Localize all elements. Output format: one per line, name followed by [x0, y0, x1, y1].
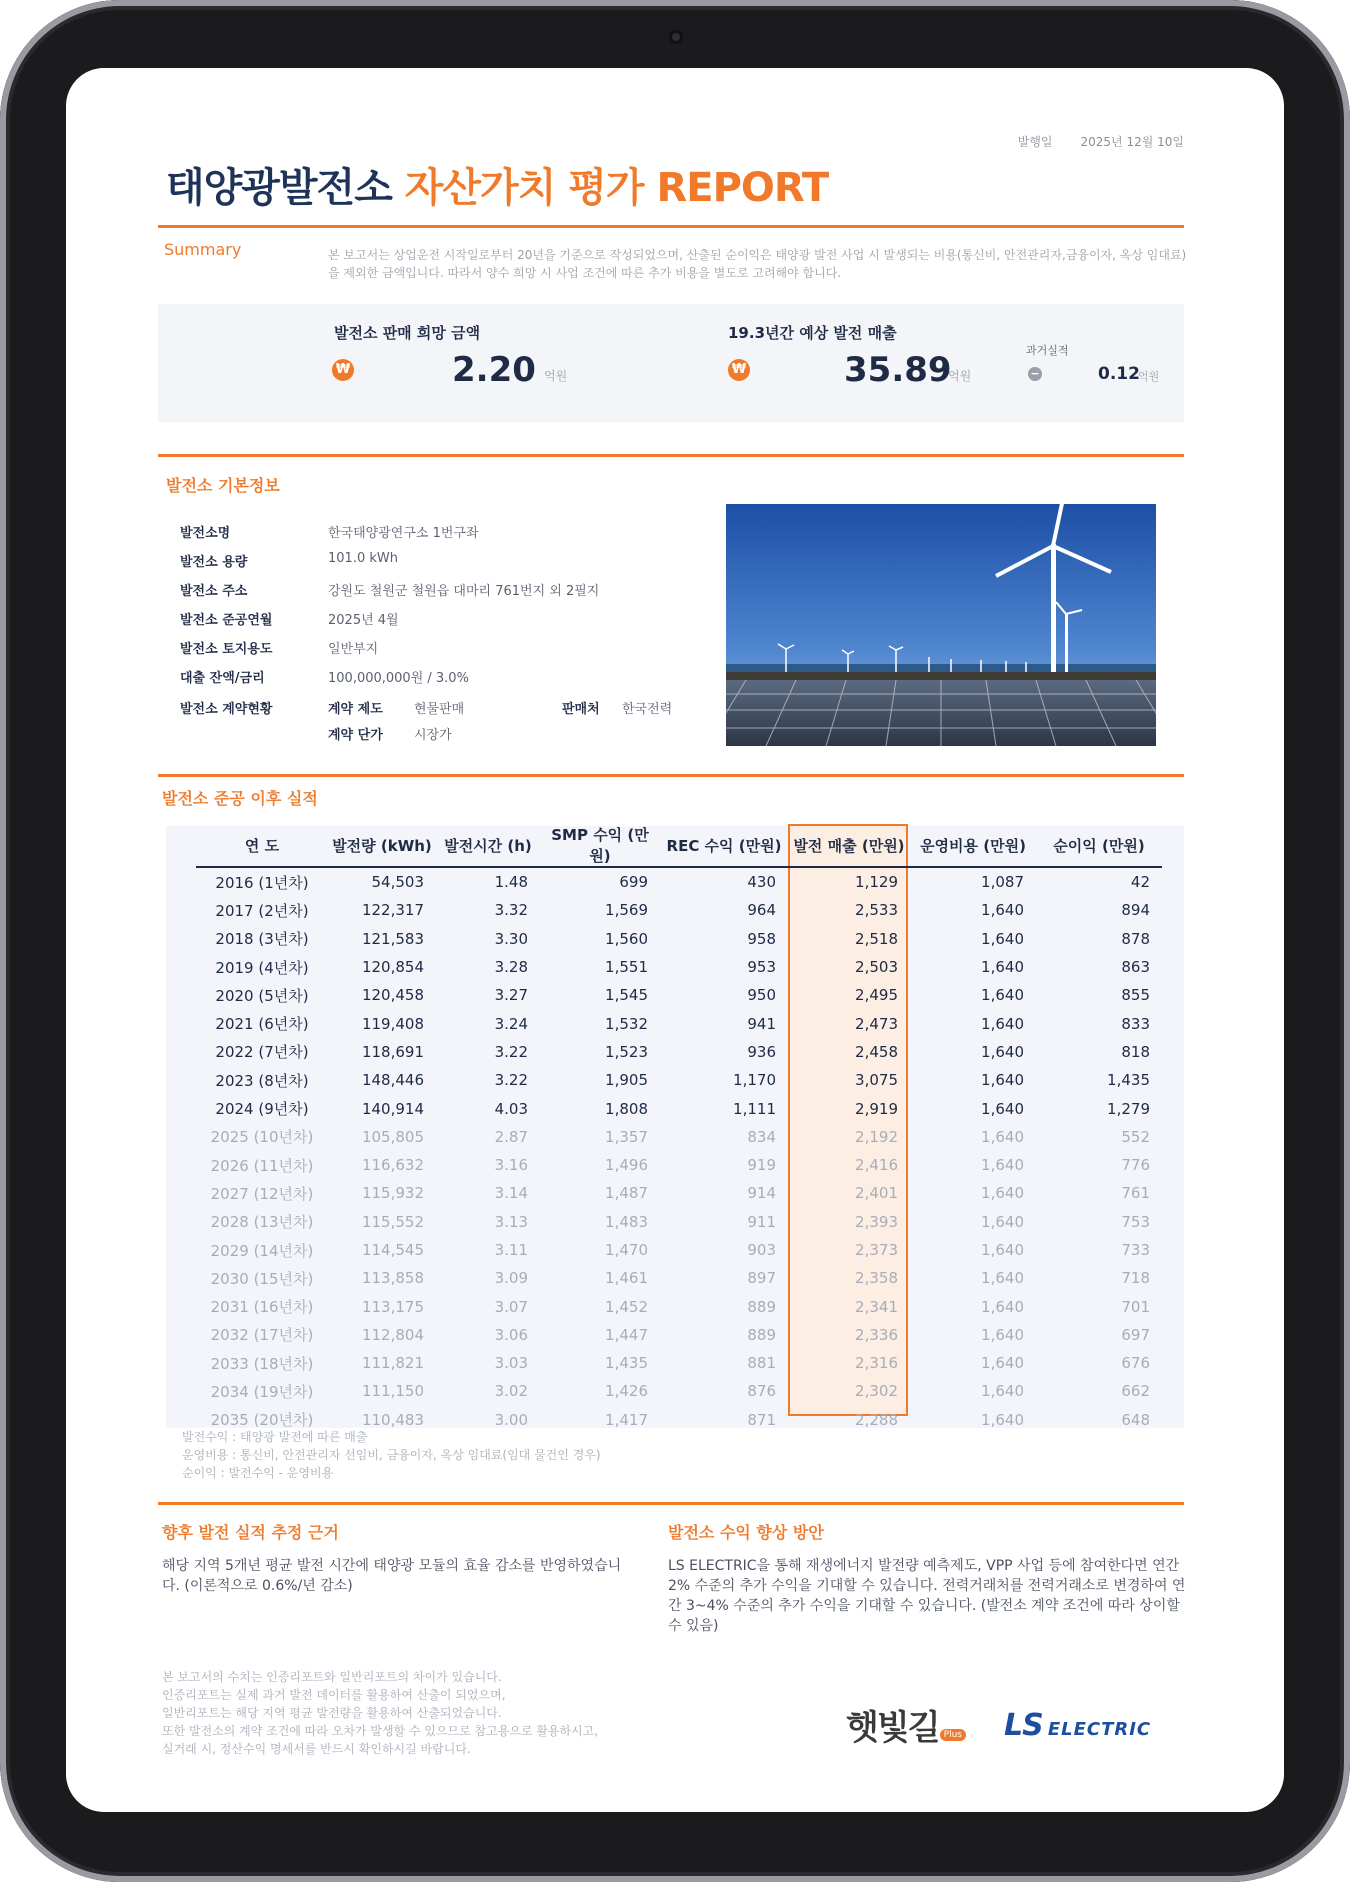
table-cell: 114,545: [361, 1241, 424, 1259]
report-page: 발행일 2025년 12월 10일 태양광발전소 자산가치 평가 REPORT Summary 본 보고서는 상업운전 시작일로부터 20년을 기준으로 작성되었으며, 산출된 순이익은 태양광 발전 사업 시 발생되는 비용(통신비, 안전관리자,금융이자, 옥상 임대료)을 제외한 금액입니다. 따라서 양수 희망 시 사업 조건에 따른 추가 비용을 별도로 고려해야 합니다. 발전소 판매 희망 금액 ₩ 2.20 억원 19.3년간 예상 발전 매출 ₩ 35.89 억원 과거실적 − 0.12 억원 발전소 기본정보 발전소명 한국태양광연구소 1번구좌 발전소 용량 101.0 kWh 발전소 주소 강원도 철원군 철원읍 대마리 761번지 외 2필지 발전소 준공연월 2025년 4월 발전소 토지용도 일반부지 대출 잔액/금리 100,000,000원 / 3.0% 발전소 계약현황 계약 제도 현물판매 판매처 한국전력 계약 단가 시장가 발전소 준공 이후 실적 연 도 발전량 (kWh) 발전시간 (h) SMP 수익 (만원) REC 수익 (만원) 발전 매출 (만원) 운영비용 (만원) 순이익 (만원) 2016 (1년차) 54,503 1.48 699 430 1,129 1,087 42 2017 (2년차) 122,317 3.32 1,569 964 2,533 1,640 894 2018 (3년차) 121,583 3.30 1,560 958 2,518 1,640 878 2019 (4년차) 120,854 3.28 1,551 953 2,503 1,640 863 2020 (5년차) 120,458 3.27 1,545 950 2,495 1,640 855 2021 (6년차) 119,408 3.24 1,532 941 2,473 1,640 833 2022 (7년차) 118,691 3.22 1,523 936 2,458 1,640 818 2023 (8년차) 148,446 3.22 1,905 1,170 3,075 1,640 1,435 2024 (9년차) 140,914 4.03 1,808 1,111 2,919 1,640 1,279 2025 (10년차) 105,805 2.87 1,357 834 2,192 1,640 552 2026 (11년차) 116,632 3.16 1,496 919 2,416 1,640 776 2027 (12년차) 115,932 3.14 1,487 914 2,401 1,640 761 2028 (13년차) 115,552 3.13 1,483 911 2,393 1,640 753 2029 (14년차) 114,545 3.11 1,470 903 2,373 1,640 733 2030 (15년차) 113,858 3.09 1,461 897 2,358 1,640 718 2031 (16년차) 113,175 3.07 1,452 889 2,341 1,640 701 2032 (17년차) 112,804 3.06 1,447 889 2,336 1,640 697 2033 (18년차) 111,821 3.03 1,435 881 2,316 1,640 676 2034 (19년차) 111,150 3.02 1,426 876 2,302 1,640 662 2035 (20년차) 110,483 3.00 1,417 871 2,288 1,640 648 발전수익 : 태양광 발전에 따른 매출 운영비용 : 통신비, 안전관리자 선임비, 금융이자, 옥상 임대료(임대 물건인 경우) 순이익 : 발전수익 - 운영비용 향후 발전 실적 추정 근거 해당 지역 5개년 평균 발전 시간에 태양광 모듈의 효율 감소를 반영하였습니다. (이론적으로 0.6%/년 감소) 발전소 수익 향상 방안 LS ELECTRIC을 통해 재생에너지 발전량 예측제도, VPP 사업 등에 참여한다면 연간 2% 수준의 추가 수익을 기대할 수 있습니다. 전력거래처를 전력거래소로 변경하여 연간 3~4% 수준의 추가 수익을 기대할 수 있습니다. (발전소 계약 조건에 따라 상이할 수 있음) 본 보고서의 수치는 인증리포트와 일반리포트의 차이가 있습니다. 인증리포트는 실제 과거 발전 데이터를 활용하여 산출이 되었으며, 일반리포트는 해당 지역 평균 발전량을 활용하여 산출되었습니다. 또한 발전소의 계약 조건에 따라 오차가 발생할 수 있으므로 참고용으로 활용하시고, 실거래 시, 정산수익 명세서를 반드시 확인하시길 바랍니다. 햇빛길 Plus LS ELECTRIC: [66, 68, 1284, 1812]
table-cell: 2.87: [494, 1127, 528, 1146]
table-cell: 3.14: [494, 1184, 528, 1203]
table-cell: 894: [1121, 901, 1150, 920]
table-cell: 2,192: [855, 1127, 898, 1146]
summary-label: Summary: [164, 240, 242, 259]
table-cell: 1,640: [981, 1410, 1024, 1429]
table-cell: 2,533: [855, 901, 898, 920]
table-cell: 676: [1121, 1354, 1150, 1373]
section-heading-basic: 발전소 기본정보: [166, 476, 280, 495]
year-cell: 2016 (1년차): [215, 873, 309, 892]
issue-date-value: 2025년 12월 10일: [1080, 135, 1184, 149]
table-cell: 958: [747, 929, 776, 948]
table-cell: 1,129: [855, 873, 898, 892]
year-cell: 2018 (3년차): [215, 930, 309, 949]
table-cell: 2,495: [855, 986, 898, 1005]
title-main: 태양광발전소: [166, 165, 392, 211]
year-cell: 2028 (13년차): [210, 1213, 314, 1232]
won-icon: ₩: [728, 359, 750, 381]
table-cell: 116,632: [361, 1156, 424, 1175]
table-cell: 1,496: [605, 1156, 648, 1175]
table-cell: 3.00: [494, 1410, 528, 1429]
table-cell: 818: [1121, 1042, 1150, 1061]
year-cell: 2024 (9년차): [215, 1100, 309, 1119]
table-cell: 834: [747, 1127, 776, 1146]
table-cell: 3.11: [494, 1241, 528, 1259]
camera-icon: [669, 30, 683, 44]
table-cell: 1,417: [605, 1410, 648, 1429]
table-cell: 1,435: [605, 1354, 648, 1373]
table-row: [196, 1236, 1162, 1264]
year-cell: 2021 (6년차): [215, 1015, 309, 1034]
table-row: [196, 867, 1162, 896]
column-header: SMP 수익 (만원): [540, 824, 660, 867]
table-cell: 3.28: [494, 958, 528, 977]
table-cell: 1,279: [1107, 1099, 1150, 1118]
section-heading-improve: 발전소 수익 향상 방안: [668, 1523, 824, 1542]
won-icon: ₩: [332, 359, 354, 381]
table-row: [196, 1321, 1162, 1349]
year-cell: 2035 (20년차): [210, 1411, 314, 1430]
section-heading-estimate: 향후 발전 실적 추정 근거: [162, 1523, 339, 1542]
table-cell: 1,640: [981, 958, 1024, 977]
footer-note-line: 인증리포트는 실제 과거 발전 데이터를 활용하여 산출이 되었으며,: [162, 1688, 506, 1702]
table-cell: 1,808: [605, 1099, 648, 1118]
table-cell: 115,932: [361, 1184, 424, 1203]
table-cell: 1,640: [981, 1099, 1024, 1118]
table-cell: 2,401: [855, 1184, 898, 1203]
table-cell: 697: [1121, 1325, 1150, 1344]
table-cell: 881: [747, 1354, 776, 1373]
page-title: [166, 156, 828, 213]
table-cell: 3,075: [855, 1071, 898, 1090]
table-cell: 1,452: [605, 1297, 648, 1316]
table-row: [196, 1264, 1162, 1292]
table-cell: 2,373: [855, 1241, 898, 1259]
table-cell: 111,150: [361, 1382, 424, 1401]
table-cell: 120,854: [361, 958, 424, 977]
revenue-title: 19.3년간 예상 발전 매출: [728, 324, 897, 342]
table-cell: 903: [747, 1241, 776, 1259]
table-cell: 3.22: [494, 1042, 528, 1061]
table-cell: 122,317: [361, 901, 424, 920]
table-cell: 118,691: [361, 1042, 424, 1061]
table-cell: 1,461: [605, 1269, 648, 1288]
past-value: 0.12: [1098, 364, 1140, 384]
table-cell: 1,087: [981, 873, 1024, 892]
table-cell: 110,483: [361, 1410, 424, 1429]
table-cell: 1,170: [733, 1071, 776, 1090]
table-cell: 3.32: [494, 901, 528, 920]
table-row: [196, 1208, 1162, 1236]
table-cell: 148,446: [361, 1071, 424, 1090]
performance-table: [196, 824, 1162, 1434]
year-cell: 2029 (14년차): [210, 1241, 314, 1260]
table-cell: 1,426: [605, 1382, 648, 1401]
table-cell: 3.16: [494, 1156, 528, 1175]
table-cell: 718: [1121, 1269, 1150, 1288]
table-cell: 119,408: [361, 1014, 424, 1033]
column-header: 연 도: [196, 824, 328, 867]
table-row: [196, 925, 1162, 953]
table-row: [196, 953, 1162, 981]
table-cell: 552: [1121, 1127, 1150, 1146]
improve-text: LS ELECTRIC을 통해 재생에너지 발전량 예측제도, VPP 사업 등에 참여한다면 연간 2% 수준의 추가 수익을 기대할 수 있습니다. 전력거래처를 전력거래소로 변경하여 연간 3~4% 수준의 추가 수익을 기대할 수 있습니다. (발전소 계약 조건에 따라 상이할 수 있음): [668, 1558, 1186, 1634]
table-cell: 1,640: [981, 1297, 1024, 1316]
table-cell: 1,483: [605, 1212, 648, 1231]
table-cell: 1,640: [981, 1127, 1024, 1146]
year-cell: 2026 (11년차): [210, 1156, 314, 1175]
table-row: [196, 1038, 1162, 1066]
issue-date: [990, 133, 1184, 150]
table-cell: 2,458: [855, 1042, 898, 1061]
table-row: [196, 981, 1162, 1009]
table-cell: 1,111: [733, 1099, 776, 1118]
table-row: [196, 1179, 1162, 1207]
table-cell: 1,357: [605, 1127, 648, 1146]
table-cell: 113,858: [361, 1269, 424, 1288]
table-cell: 1,435: [1107, 1071, 1150, 1090]
table-cell: 2,473: [855, 1014, 898, 1033]
table-cell: 2,336: [855, 1325, 898, 1344]
section-heading-performance: 발전소 준공 이후 실적: [162, 789, 318, 808]
past-label: 과거실적: [1026, 344, 1069, 357]
table-cell: 1,640: [981, 1042, 1024, 1061]
divider: [158, 774, 1184, 777]
year-cell: 2030 (15년차): [210, 1269, 314, 1288]
table-cell: 1,640: [981, 1156, 1024, 1175]
table-cell: 776: [1121, 1156, 1150, 1175]
table-cell: 889: [747, 1297, 776, 1316]
table-cell: 430: [747, 873, 776, 892]
table-cell: 753: [1121, 1212, 1150, 1231]
table-cell: 1,532: [605, 1014, 648, 1033]
table-cell: 936: [747, 1042, 776, 1061]
minus-icon: −: [1028, 367, 1042, 381]
table-header-row: [196, 824, 1162, 867]
year-cell: 2032 (17년차): [210, 1326, 314, 1345]
table-cell: 1,640: [981, 1241, 1024, 1259]
table-cell: 699: [619, 873, 648, 892]
table-row: [196, 1377, 1162, 1405]
footer-notes: [162, 1668, 598, 1758]
title-highlight: 자산가치 평가 REPORT: [404, 165, 829, 211]
table-cell: 1,640: [981, 986, 1024, 1005]
table-cell: 1,447: [605, 1325, 648, 1344]
table-cell: 1,640: [981, 1212, 1024, 1231]
table-cell: 1,551: [605, 958, 648, 977]
table-cell: 1,640: [981, 1014, 1024, 1033]
table-row: [196, 896, 1162, 924]
table-cell: 2,503: [855, 958, 898, 977]
table-cell: 648: [1121, 1410, 1150, 1429]
table-row: [196, 1151, 1162, 1179]
table-cell: 140,914: [361, 1099, 424, 1118]
column-header: 운영비용 (만원): [910, 824, 1036, 867]
performance-table-wrap: [196, 824, 1162, 1434]
table-cell: 112,804: [361, 1325, 424, 1344]
table-cell: 115,552: [361, 1212, 424, 1231]
logo-ls-electric: LS ELECTRIC: [1004, 1708, 1152, 1743]
table-cell: 953: [747, 958, 776, 977]
table-cell: 113,175: [361, 1297, 424, 1316]
sale-unit: 억원: [544, 369, 568, 383]
table-cell: 120,458: [361, 986, 424, 1005]
table-cell: 833: [1121, 1014, 1150, 1033]
footer-note-line: 일반리포트는 해당 지역 평균 발전량을 활용하여 산출되었습니다.: [162, 1706, 502, 1720]
year-cell: 2019 (4년차): [215, 958, 309, 977]
past-unit: 억원: [1138, 370, 1160, 383]
column-header: 발전량 (kWh): [328, 824, 436, 867]
table-cell: 914: [747, 1184, 776, 1203]
table-body: [196, 867, 1162, 1434]
table-row: [196, 1094, 1162, 1122]
table-cell: 111,821: [361, 1354, 424, 1373]
table-cell: 761: [1121, 1184, 1150, 1203]
table-cell: 2,919: [855, 1099, 898, 1118]
issue-label: 발행일: [1017, 135, 1053, 149]
table-cell: 1,640: [981, 1269, 1024, 1288]
revenue-unit: 억원: [948, 369, 972, 383]
year-cell: 2023 (8년차): [215, 1071, 309, 1090]
table-row: [196, 1349, 1162, 1377]
table-cell: 1,640: [981, 1325, 1024, 1344]
table-row: [196, 1123, 1162, 1151]
table-cell: 3.13: [494, 1212, 528, 1231]
table-cell: 662: [1121, 1382, 1150, 1401]
table-cell: 4.03: [494, 1099, 528, 1118]
sale-title: 발전소 판매 희망 금액: [334, 324, 481, 342]
table-cell: 121,583: [361, 929, 424, 948]
footer-note-line: 본 보고서의 수치는 인증리포트와 일반리포트의 차이가 있습니다.: [162, 1670, 502, 1684]
table-cell: 1,640: [981, 1354, 1024, 1373]
table-cell: 878: [1121, 929, 1150, 948]
table-cell: 2,393: [855, 1212, 898, 1231]
table-cell: 3.09: [494, 1269, 528, 1288]
table-cell: 889: [747, 1325, 776, 1344]
summary-text: 본 보고서는 상업운전 시작일로부터 20년을 기준으로 작성되었으며, 산출된 순이익은 태양광 발전 사업 시 발생되는 비용(통신비, 안전관리자,금융이자, 옥상 임대료)을 제외한 금액입니다. 따라서 양수 희망 시 사업 조건에 따른 추가 비용을 별도로 고려해야 합니다.: [328, 248, 1187, 280]
table-cell: 2,302: [855, 1382, 898, 1401]
column-header: 순이익 (만원): [1036, 824, 1162, 867]
footer-note-line: 또한 발전소의 계약 조건에 따라 오차가 발생할 수 있으므로 참고용으로 활용하시고,: [162, 1724, 599, 1738]
year-cell: 2031 (16년차): [210, 1298, 314, 1317]
table-cell: 1,470: [605, 1241, 648, 1259]
table-cell: 871: [747, 1410, 776, 1429]
year-cell: 2020 (5년차): [215, 986, 309, 1005]
table-cell: 3.30: [494, 929, 528, 948]
table-cell: 1,569: [605, 901, 648, 920]
table-cell: 1.48: [494, 873, 528, 892]
column-header: REC 수익 (만원): [660, 824, 788, 867]
table-cell: 3.27: [494, 986, 528, 1005]
year-cell: 2022 (7년차): [215, 1043, 309, 1062]
table-cell: 105,805: [361, 1127, 424, 1146]
table-cell: 54,503: [371, 873, 424, 892]
divider: [158, 1502, 1184, 1505]
table-cell: 1,545: [605, 986, 648, 1005]
table-cell: 3.22: [494, 1071, 528, 1090]
table-cell: 2,288: [855, 1410, 898, 1429]
table-cell: 1,640: [981, 1382, 1024, 1401]
table-cell: 2,416: [855, 1156, 898, 1175]
column-header: 발전 매출 (만원): [788, 824, 910, 867]
table-cell: 863: [1121, 958, 1150, 977]
table-cell: 3.03: [494, 1354, 528, 1373]
year-cell: 2034 (19년차): [210, 1382, 314, 1401]
year-cell: 2025 (10년차): [210, 1128, 314, 1147]
table-cell: 2,341: [855, 1297, 898, 1316]
table-cell: 1,905: [605, 1071, 648, 1090]
logo-haetbitgil: 햇빛길 Plus: [846, 1700, 966, 1749]
table-cell: 2,316: [855, 1354, 898, 1373]
table-cell: 2,518: [855, 929, 898, 948]
note-line: 순이익 : 발전수익 - 운영비용: [182, 1466, 334, 1480]
table-cell: 1,560: [605, 929, 648, 948]
table-row: [196, 1009, 1162, 1037]
column-header: 발전시간 (h): [436, 824, 540, 867]
table-cell: 876: [747, 1382, 776, 1401]
table-cell: 1,640: [981, 1184, 1024, 1203]
table-cell: 2,358: [855, 1269, 898, 1288]
table-cell: 964: [747, 901, 776, 920]
table-cell: 3.07: [494, 1297, 528, 1316]
table-cell: 3.02: [494, 1382, 528, 1401]
table-cell: 1,523: [605, 1042, 648, 1061]
divider: [158, 454, 1184, 457]
year-cell: 2027 (12년차): [210, 1184, 314, 1203]
table-row: [196, 1292, 1162, 1320]
table-cell: 1,640: [981, 929, 1024, 948]
table-cell: 733: [1121, 1241, 1150, 1259]
kpi-panel: [158, 304, 1184, 422]
table-cell: 919: [747, 1156, 776, 1175]
table-cell: 1,640: [981, 901, 1024, 920]
plant-photo: [726, 504, 1156, 746]
table-cell: 911: [747, 1212, 776, 1231]
revenue-value: 35.89: [844, 350, 952, 390]
table-row: [196, 1066, 1162, 1094]
table-cell: 855: [1121, 986, 1150, 1005]
table-cell: 3.06: [494, 1325, 528, 1344]
table-cell: 1,640: [981, 1071, 1024, 1090]
table-cell: 3.24: [494, 1014, 528, 1033]
footer-note-line: 실거래 시, 정산수익 명세서를 반드시 확인하시길 바랍니다.: [162, 1742, 471, 1756]
table-notes: [182, 1428, 601, 1482]
table-cell: 42: [1130, 873, 1150, 892]
table-cell: 941: [747, 1014, 776, 1033]
year-cell: 2017 (2년차): [215, 901, 309, 920]
table-cell: 701: [1121, 1297, 1150, 1316]
table-cell: 1,487: [605, 1184, 648, 1203]
note-line: 운영비용 : 통신비, 안전관리자 선임비, 금융이자, 옥상 임대료(임대 물건인 경우): [182, 1448, 601, 1462]
table-cell: 897: [747, 1269, 776, 1288]
table-cell: 950: [747, 986, 776, 1005]
note-line: 발전수익 : 태양광 발전에 따른 매출: [182, 1430, 368, 1444]
divider: [158, 225, 1184, 228]
sale-value: 2.20: [452, 350, 536, 390]
year-cell: 2033 (18년차): [210, 1354, 314, 1373]
estimate-text: 해당 지역 5개년 평균 발전 시간에 태양광 모듈의 효율 감소를 반영하였습니다. (이론적으로 0.6%/년 감소): [162, 1558, 622, 1594]
